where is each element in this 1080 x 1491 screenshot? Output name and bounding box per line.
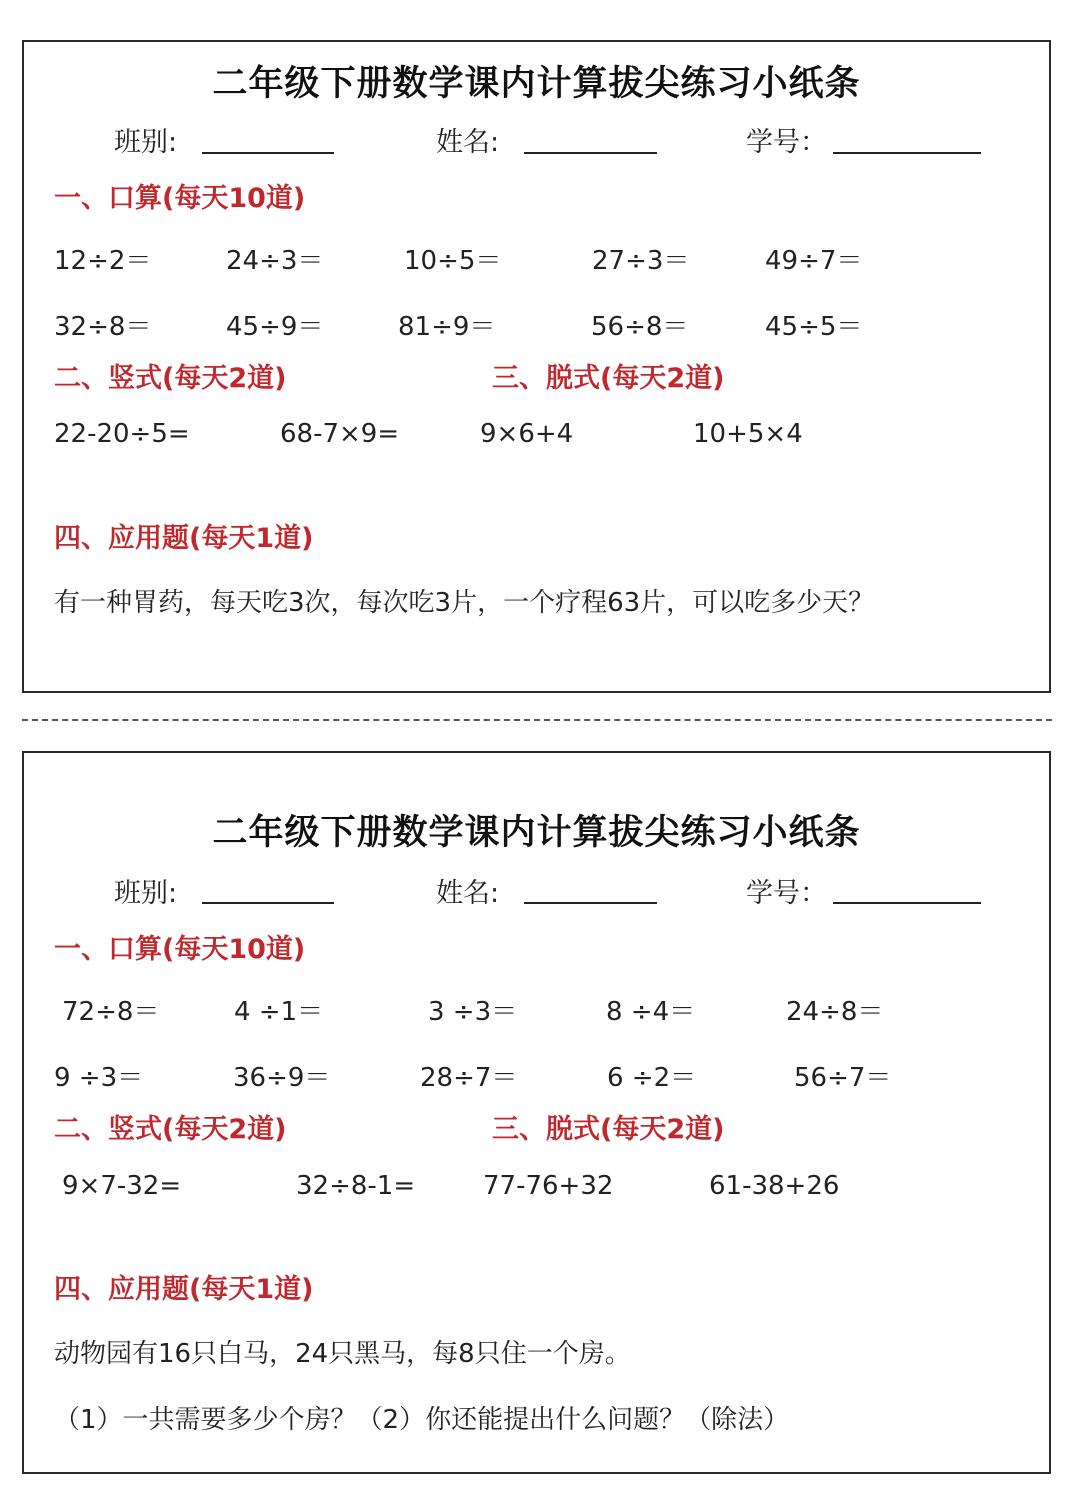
student-number-blank[interactable] (833, 152, 981, 154)
mental-math-problem: 6 ÷2＝ (607, 1063, 697, 1093)
name-blank[interactable] (524, 152, 657, 154)
word-problem-text: 有一种胃药，每天吃3次，每次吃3片，一个疗程63片，可以吃多少天？ (54, 588, 875, 618)
mental-math-problem: 72÷8＝ (62, 997, 160, 1027)
cut-line (22, 719, 1052, 721)
student-number-blank[interactable] (833, 902, 981, 904)
mental-math-problem: 4 ÷1＝ (234, 997, 324, 1027)
class-blank[interactable] (202, 902, 334, 904)
name-label: 姓名: (436, 127, 500, 158)
worksheet-slip-1 (22, 40, 1051, 693)
vertical-calc-problem: 68-7×9= (280, 419, 400, 449)
step-calc-problem: 77-76+32 (483, 1171, 614, 1201)
section-word-problem-heading: 四、应用题(每天1道) (54, 523, 314, 554)
mental-math-problem: 9 ÷3＝ (54, 1063, 144, 1093)
class-label: 班别: (114, 127, 178, 158)
name-blank[interactable] (524, 902, 657, 904)
mental-math-problem: 24÷3＝ (226, 246, 324, 276)
mental-math-problem: 45÷5＝ (765, 312, 863, 342)
mental-math-problem: 56÷7＝ (794, 1063, 892, 1093)
vertical-calc-problem: 22-20÷5= (54, 419, 190, 449)
section-word-problem-heading: 四、应用题(每天1道) (54, 1274, 314, 1305)
word-problem-questions: （1）一共需要多少个房？（2）你还能提出什么问题？（除法） (54, 1405, 790, 1435)
student-number-label: 学号： (746, 878, 827, 909)
worksheet-slip-2 (22, 751, 1051, 1474)
worksheet-title: 二年级下册数学课内计算拔尖练习小纸条 (212, 813, 861, 853)
section-mental-math-heading: 一、口算(每天10道) (54, 183, 306, 214)
mental-math-problem: 49÷7＝ (765, 246, 863, 276)
section-step-calc-heading: 三、脱式(每天2道) (492, 363, 725, 394)
mental-math-problem: 8 ÷4＝ (606, 997, 696, 1027)
worksheet-title: 二年级下册数学课内计算拔尖练习小纸条 (212, 64, 861, 104)
mental-math-problem: 81÷9＝ (398, 312, 496, 342)
section-mental-math-heading: 一、口算(每天10道) (54, 934, 306, 965)
mental-math-problem: 45÷9＝ (226, 312, 324, 342)
mental-math-problem: 32÷8＝ (54, 312, 152, 342)
step-calc-problem: 61-38+26 (709, 1171, 840, 1201)
section-vertical-calc-heading: 二、竖式(每天2道) (54, 363, 287, 394)
mental-math-problem: 24÷8＝ (786, 997, 884, 1027)
mental-math-problem: 12÷2＝ (54, 246, 152, 276)
mental-math-problem: 10÷5＝ (404, 246, 502, 276)
vertical-calc-problem: 32÷8-1= (296, 1171, 416, 1201)
word-problem-text: 动物园有16只白马，24只黑马，每8只住一个房。 (54, 1339, 631, 1369)
step-calc-problem: 10+5×4 (693, 419, 803, 449)
class-label: 班别: (114, 878, 178, 909)
mental-math-problem: 27÷3＝ (592, 246, 690, 276)
mental-math-problem: 56÷8＝ (591, 312, 689, 342)
mental-math-problem: 3 ÷3＝ (428, 997, 518, 1027)
section-step-calc-heading: 三、脱式(每天2道) (492, 1114, 725, 1145)
student-number-label: 学号： (746, 127, 827, 158)
section-vertical-calc-heading: 二、竖式(每天2道) (54, 1114, 287, 1145)
vertical-calc-problem: 9×7-32= (62, 1171, 182, 1201)
class-blank[interactable] (202, 152, 334, 154)
name-label: 姓名: (436, 878, 500, 909)
mental-math-problem: 36÷9＝ (233, 1063, 331, 1093)
mental-math-problem: 28÷7＝ (420, 1063, 518, 1093)
step-calc-problem: 9×6+4 (480, 419, 574, 449)
